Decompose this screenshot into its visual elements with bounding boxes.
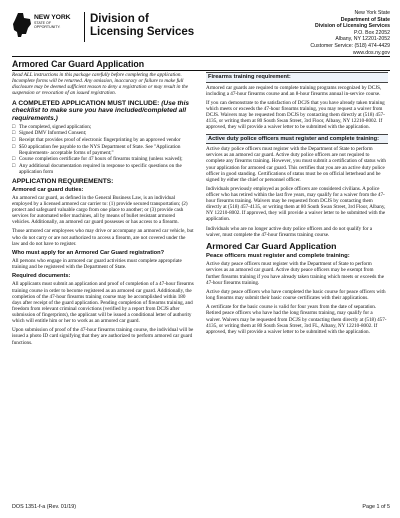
- police-text-1: Active duty police officers must register with the Department of State to perform services as an armored car guard. Active duty police officers are not required to complete any firearms training. However, you must submit a certification of status with your application for armored car guard. This certifies that you are an active duty police officer in good standing. Certifications of status must be on official letterhead and be signed by either the chief or personnel officer.: [206, 146, 386, 183]
- logo-text-1: NEW YORK: [34, 14, 71, 21]
- who-must-apply-text: All persons who engage in armored car guard activities must complete appropriate training and be registered with the Department of State.: [12, 258, 182, 271]
- header-divider: [84, 12, 85, 42]
- guard-duties-text: An armored car guard, as defined in the General Business Law, is an individual employed by a licensed armored car carrier to: (1) provide secured transportation; (2) protect and safeguard valuable cargo from one place to another; or (3) provide cash services for automated teller machines, all by means of bullet resistant armored vehicles. Additionally, an armored car guard possesses or has access to a firearm.: [12, 194, 188, 226]
- address-line-5: Albany, NY 12201-2052: [335, 36, 390, 43]
- peace-officers-heading: Peace officers must register and complete training:: [206, 253, 350, 260]
- guard-duties-heading: Armored car guard duties:: [12, 186, 84, 193]
- required-documents-heading: Required documents:: [12, 273, 71, 280]
- address-line-7: www.dos.ny.gov: [352, 49, 390, 56]
- address-line-6: Customer Service: (518) 474-4429: [310, 42, 390, 49]
- logo-text-3: OPPORTUNITY.: [34, 25, 61, 29]
- agency-name: [90, 13, 194, 38]
- form-id: DOS 1351-f-a (Rev. 01/19): [12, 504, 77, 510]
- section-title: Armored Car Guard Application: [206, 241, 337, 252]
- right-column: [206, 72, 388, 338]
- police-heading: Active duty police officers must register and complete training:: [206, 134, 388, 145]
- peace-text-1: Active duty peace officers must register with the Department of State to perform services as an armored car guard. Active duty peace officers may be exempt from further firearms training if you have already taken training which meets or exceeds the 47-hour firearms training.: [206, 261, 384, 286]
- nys-state-shape-icon: [12, 12, 32, 38]
- checklist-item: □ Receipt that provides proof of electronic fingerprinting by an approved vendor: [19, 137, 194, 143]
- agency-line-2: Licensing Services: [90, 25, 195, 38]
- address-line-2: Department of State: [340, 16, 390, 23]
- intro-text: Read ALL instructions in this package carefully before completing the application. Incomplete forms will be returned. Any omission, inaccuracy or failure to make full disclosure may be deemed sufficient reason to deny a registration or may result in the suspension or revocation of an issued registration.: [12, 72, 188, 97]
- required-documents-text-2: Upon submission of proof of the 47-hour firearms training course, the individual will be issued a photo ID card signifying that they are authorized to perform armored car guard functions.: [12, 327, 194, 346]
- police-text-3: Individuals who are no longer active duty police officers and do not qualify for a waiver, must complete the 47-hour firearms training course.: [206, 225, 373, 238]
- firearms-heading: Firearms training requirement:: [206, 72, 388, 83]
- title-bar: [12, 56, 390, 71]
- checklist-heading: [12, 100, 194, 123]
- address-line-1: New York State: [354, 10, 390, 16]
- page-header: [12, 10, 390, 54]
- checklist-item: □ $50 application fee payable to the NYS Department of State. See "Application Requirements- acceptable forms of payment;": [19, 144, 194, 156]
- peace-text-3: A certificate for the basic course is valid for four years from the date of separation. Retired peace officers who have had the long firearms training, may qualify for a waiver. Waivers may be requested from DCJS by contacting them directly at (518) 457-4135, or writing them at 80 South Swan Street, 3rd FL, Albany, NY 12210-8002. If approved, they will provide a waiver letter to be submitted with the application.: [206, 304, 387, 335]
- checklist-item: □ Any additional documentation required in response to specific questions on the application form: [19, 163, 194, 175]
- peace-text-2: Active duty peace officers who have completed the basic course for peace officers with long firearms may submit their basic course certificates with their applications.: [206, 288, 386, 302]
- page-title: Armored Car Guard Application: [12, 58, 145, 69]
- checklist-item: □ The completed, signed application;: [19, 124, 194, 130]
- not-required-text: Those armored car employees who may drive or accompany an armored car vehicle, but who do not carry or are not authorized to access a firearm, are not covered under the law and do not have to register.: [12, 228, 194, 247]
- required-documents-text-1: All applicants must submit an application and proof of completion of a 47-hour firearms training course in order to become registered as an armored car guard. Additionally, the completion of the 47-hour firearms training course may be accomplished within 180 days after receipt of the guard application. Pending completion of firearms training, and freedom from relevant criminal convictions (verified by a report from DCJS after submission of fingerprints), the applicant will be issued a conditional letter of authority which will entitle him or her to work as an armored car guard.: [12, 281, 194, 325]
- who-must-apply-heading: Who must apply for an Armored Car Guard registration?: [12, 249, 165, 256]
- nys-logo: [12, 10, 82, 42]
- checklist-note: (Use this checklist to make sure you have included/completed all requirements.): [12, 99, 190, 122]
- police-text-2: Individuals previously employed as police officers are considered civilians. A police officer who has retired within the last five years, may qualify for a waiver from the 47-hour firearms training. Waivers may be requested from DCJS by contacting them directly at (518) 457-4135, or writing them at 80 South Swan Street, 3rd Floor, Albany, NY 12210-8002. If approved, they will provide a waiver letter to be submitted with the application.: [206, 185, 386, 223]
- requirements-heading: APPLICATION REQUIREMENTS:: [12, 177, 114, 185]
- checklist-item: □ Signed DMV Informed Consent;: [19, 130, 194, 136]
- firearms-text-2: If you can demonstrate to the satisfaction of DCJS that you have already taken training which meets or exceeds the 47-hour firearms training, you may request a waiver from DCJS. Waivers may be requested from DCJS by contacting them directly at (518) 457-4135, or writing them at 80 South Swan Street, 3rd Floor, Albany, NY 12210-8002. If approved, they will provide a waiver letter to be submitted with the application.: [206, 99, 385, 131]
- left-column: [12, 72, 194, 349]
- logo-text-2: STATE OF: [34, 21, 52, 25]
- agency-line-1: Division of: [90, 13, 149, 25]
- agency-address: [310, 10, 390, 56]
- address-line-4: P.O. Box 22052: [354, 29, 390, 36]
- firearms-text-1: Armored car guards are required to complete training programs recognized by DCJS, including a 47-hour firearms course and an 8-hour firearms annual in-service course.: [206, 84, 382, 97]
- page-number: Page 1 of 5: [362, 504, 390, 510]
- requirements-checklist: [12, 124, 194, 175]
- checklist-heading-text: A COMPLETED APPLICATION MUST INCLUDE:: [12, 99, 160, 107]
- checklist-item: □ Course completion certificate for 47 hours of firearms training (unless waived);: [19, 156, 194, 162]
- address-line-3: Division of Licensing Services: [315, 23, 390, 30]
